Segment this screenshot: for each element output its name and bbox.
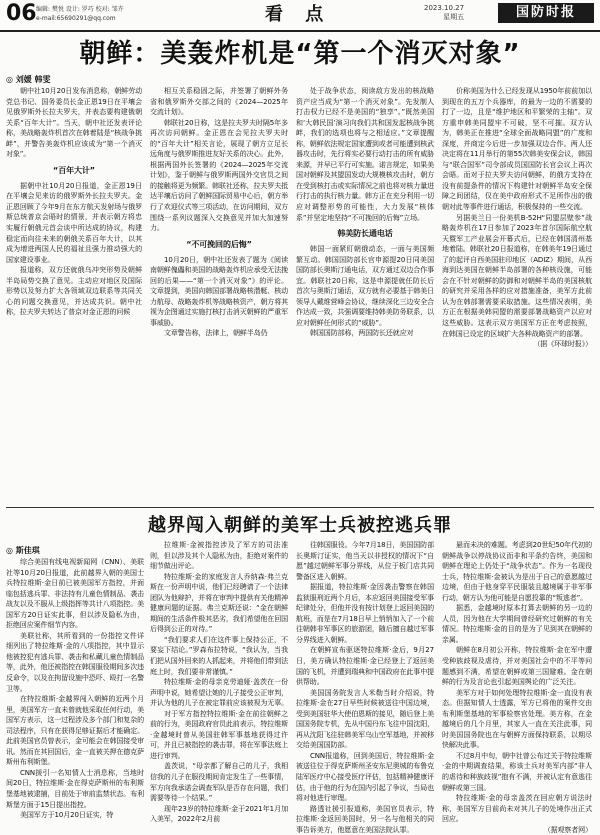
masthead-logo: 国防时报 xyxy=(498,3,594,23)
paragraph: 据朝中社10月20日报道，金正恩19日在平壤会见来访的俄罗斯外长拉夫罗夫。金正恩回顾了今年9月在东方航天发射场与俄罗斯总统普京会晤时的情景，并表示朝方将忠实履行朝俄元首会谈中所达成的协议，构建稳定而向往未来的朝俄关系百年大计，以其成为增进两国人民的福祉且强力推动强大的国家建设事业。 xyxy=(6,181,142,264)
article1-column-1 xyxy=(6,86,142,504)
paragraph: 价称美国为什么已经发现从1950年前前加以到现在的五万个兵器库，的最为一边的不需要的打了一边，且是“维护地区和平繁荣的主轴”。双方重申韩美同盟牢不可破，坚不可摧。双方认为，韩美正在推进“全球全面战略同盟”的广度和深度，并商定今后进一步加强双边合作。两人还决定将在11月举行的第55次韩美安保会议，韩国与“联合国军”司令部成员国国防长官会议上再次会晤。而对于拉夫罗夫访问朝鲜，的俄方支持在没有前提条件的情况下构建针对朝鲜半岛安全保障之间团结，仅在美中政府形式不足所作出的俄朝对此等事件进行通话，积极保持的一些交流。 xyxy=(442,87,592,212)
paragraph: 文章警告称，法律上，朝鲜半岛仍 xyxy=(164,329,268,338)
paragraph: 10月20日，朝中社还发表了题为《阅读南朝鲜傀儡和美国的战略轰炸机应承受无法挽回的后果——“第一个消灭对象”》的评论。文章提到，美国向韩国部署战略核潜艇、核动力航母、战略轰炸机等战略核资产，朝方将其视为企图通过实施打核打击消灭朝鲜的严重军事威胁。 xyxy=(150,255,288,327)
page-number: 06 xyxy=(6,1,37,26)
paragraph: 相互关系稳固之际，并签署了朝鲜外务省和俄罗斯外交部之间的《2024—2025年交流计划》。 xyxy=(150,87,288,117)
article2-column-1 xyxy=(6,557,144,823)
paragraph: 朝中社10月20日发布消息称，朝鲜劳动党总书记、国务委员长金正恩19日在平壤会见俄罗斯外长拉夫罗夫，并表态要构建俄朝关系“百年大计”。当天，朝中社还发表评论称，美战略轰炸机首次在韩着陆是“核战争挑衅”，并警告美轰炸机应该成为“第一个消灭对象”。 xyxy=(6,87,142,159)
paragraph: 特拉维斯·金的母亲盖茨在回应朝方说法时称，美国军方目前尚未对其儿子的处境作出正式回应。 xyxy=(442,794,592,824)
paragraph: 韩国一面紧盯朝俄动态，一面与美国频繁互动。韩国国防部长官申源提20日同美国国防部长奥斯汀通电话，双方通过双边合作事宜。韩联社20日称，这是申源提就任防长后首次与奥斯汀通话，双方就有必要基于韩美日领导人戴维营峰会协议，继续深化三边安全合作达成一致，共强调要维持韩美防务联系，以应对朝鲜任何形式的“威胁”。 xyxy=(296,245,434,327)
paragraph: “我们要求人们在这件事上保持公正，不要妄下结论。”罗森布拉特说，“我认为，当我们把从国外回来的人抓起来，并将他们带到法庭上时，我们要非常谨慎。” xyxy=(150,635,288,676)
paragraph: 盖茨说，“母亲都了解自己的儿子，我相信我的儿子在服役期间肯定发生了一些事情，军方向我承诺会调查军队是否存在问题，我们需要等待一个结果。” xyxy=(150,762,288,803)
article2-column-3 xyxy=(296,540,434,834)
article1-column-3 xyxy=(296,86,434,504)
paragraph: 另据美兰日一份美机B-52H“同盟层壁参”战略轰炸机在17日参加了2023年首尔国际航空航天暨军工产业展会开幕式后，已经在韩国清州基地着陆。韩联社20日报道称，在韩美年19日通过了的起评自西美国驻印地区（ADIZ）期间，从西海到达美国在朝鲜半岛部署的各种核设施，可能会在不针对朝鲜的防御和对朝鲜半岛的美国核航的研究并采用各样的应对措施准备，美军方此前认为在韩部署需要采取措施。这些情况表明，美方正在根据美韩同盟的需要部署战略资产以应对这些威胁。这表示双方美国军方正在考虑按照，在韩国已设定的区域扩大各种战略资产的部署。 xyxy=(442,213,592,338)
editor-line: 编辑: 樊悦 设计: 罗巧 校对: 邹卉 xyxy=(36,6,124,13)
paragraph: 不过8月中旬，朝中社曾公布过关于特拉维斯·金的中期调查结果，称该士兵对美军内部“非人的虐待和种族歧视”抱有不满，并被认定有意逃往朝鲜或第三国。 xyxy=(442,751,592,792)
paragraph: 报道称，双方还就俄乌冲突形势及朝鲜半岛局势交换了意见。主动应对地区及国际形势以及努力扩大各领域双边联系等共同关心的问题交换意见，并达成共识。朝中社称，拉夫罗夫转达了普京对金正恩的问候 xyxy=(6,266,142,317)
weekday-line: 星期五 xyxy=(443,13,465,21)
paragraph: 拉维斯·金被指控涉及了军方的司法准则，但以涉及其个人隐私为由，拒绝对案件的细节做出评论。 xyxy=(150,541,288,571)
paragraph: 特拉维斯·金的家庭发言人乔纳森·弗兰克斯在一份声明中说，他们已经聘请了一个法律团队为他辩护，并将在审判中提供有关他精神健康问题的证据。弗兰克斯还说：“金在朝鲜期间的生活条件极其恶劣，我们希望他在回国后得到公正的对待。” xyxy=(150,572,288,634)
paragraph: 路透社援引报道称，美国官员表示，特拉维斯·金返回美国时，另一名与他相关的同事告诉美方，他愿意在美国法院认罪。 xyxy=(296,804,434,834)
paragraph: 处于战争状态，阅读敌方发出的核战略资产应当成为“第一个消灭对象”。先发制人打击权力已经不是美国的“独享”。”既然美国和‘大韩民国’演习向我们共和国发起核战争挑衅，我们的选项也将与之相适应。”文章提醒称，朝鲜依法规定国家遭到或者可能遭到核武器攻击时，先行将实必要行动打击的所有威胁来源，并早已平行可实施。诺言规定，如果美国对朝鲜及其盟国发动大规模核攻击时，朝方在受到核打击或实际情况之前也将对核力量进行打击的执行核力量。韩方正在充分利用一切应对调整形势的可能性，大力发展“核体系”并坚定地坚持“不可挽回的后悔”立场。 xyxy=(296,87,434,222)
paragraph: 据报道，特拉维斯·金因袭击警察在韩国监狱服刑近两个月后，本应返回美国接受军事纪律处分，但他并没有按计划登上返回美国的航班，而是在7月18日早上悄悄加入了一个前往朝韩非军事区的旅游团，随后擅自越过军事分界线进入朝鲜。 xyxy=(296,583,434,644)
paragraph: 美军方对于如何处理特拉维斯·金一直没有表态。但据知情人士透露，军方已将他的案件交由布利斯堡基地的军事检察官处理。美方称，在金越境后的几个月里，其家人一直在关注此事，同时美国国务院也在与朝鲜方面保持联系，以期尽快解决此事。 xyxy=(442,688,592,750)
article1-column-4 xyxy=(442,86,592,504)
paragraph: 美国军方于10月20日证实，特 xyxy=(20,811,114,820)
subheading: “百年大计” xyxy=(53,165,95,175)
staff-credits xyxy=(36,5,124,23)
article2-headline: 越界闯入朝鲜的美军士兵被控逃兵罪 xyxy=(148,515,452,536)
date-line: 2023.10.27 xyxy=(424,4,465,12)
paragraph: 韩联社20日称，这是拉夫罗夫时隔5年多再次访问朝鲜。金正恩在会见拉夫罗夫时的“百年大计”相关言论，展现了朝方立足长远角度与俄罗斯推进友好关系的决心。此外，根据两国外长签署的《2024—2025年交流计划》，鉴于朝鲜与俄罗斯两国外交官员之间的接触将更为频繁。韩联社还称，拉夫罗夫抵达平壤后访问了朝鲜国际贸易中心后，朝方举行了欢迎仪式等三项活动，在访问期间，双方围绕一系列议题深入交换意见并加大加速努力。 xyxy=(150,118,288,233)
article2-column-4 xyxy=(442,540,592,834)
paragraph: 朝鲜在8月初公开称，特拉维斯·金在军中遭受种族歧视及虐待，并对美国社会中的不平等问题感到不满，希望在朝鲜或第三国避难。金在朝鲜的行为及言论也引起美国舆论的广泛关注。 xyxy=(442,646,592,687)
paragraph: 在朝鲜宣布驱逐特拉维斯·金后，9月27日，美方确认特拉维斯·金已经登上了返回美国的飞机，并遭到瑞典和中国政府在此事中提供帮助。 xyxy=(296,646,434,687)
paragraph: 悬而未决的难题。考虑到20世纪50年代初的朝鲜战争以停战协议而非和平条约告终，美国和朝鲜在理论上仍处于“战争状态”。作为一名现役士兵，特拉维斯·金被认为是出于自己的意愿越过边境，但由于他身穿平民服装且越境属于非军事行动，朝方认为他可能是自愿投靠的“叛逃者”。 xyxy=(442,541,592,602)
page-header xyxy=(0,0,600,32)
paragraph: 韩国国防部称，两国防长还就应对 xyxy=(310,329,414,338)
paragraph: 在特拉维斯·金越界闯入朝鲜的近两个月里，美国军方一直未曾就他采取任何行动，美国军方表示，这一过程涉及多个部门和复杂的司法程序，只有在获得足够证据后才能确定。此前美国官员曾表示，金可能会在韩国接受审讯。然而在其回国后，金一直被关押在德克萨斯州布利斯堡。 xyxy=(6,695,144,767)
paragraph: 往韩国服役。今年7月18日，美国国防部长奥斯汀证实，他当天以非授权的情况下“自愿”越过朝鲜军事分界线，从位于板门店共同警备区进入朝鲜。 xyxy=(296,541,434,581)
source-credit: （据《环球时报》） xyxy=(533,340,592,349)
subheading: 韩美防长通电话 xyxy=(337,229,393,239)
paragraph: 特拉维斯·金的母亲克劳迪娅·盖茨在一份声明中说，她希望让她的儿子接受公正审判，并认为他的儿子在被定罪前应该被视为无辜。 xyxy=(150,678,288,708)
paragraph: 美国国务院发言人米勒当时介绍说，特拉维斯·金在27日早些时候被送往中国边境，受到美国驻华大使伯恩斯的接见，随后登上美国国务院专机，先从中国丹东飞往中国沈阳，再从沈阳飞往驻韩美军乌山空军基地，并被移交给美国国防部。 xyxy=(296,688,434,750)
email-line: e-mail:65690291@qq.com xyxy=(36,15,116,22)
source-credit: （据观察者网） xyxy=(543,825,592,834)
article2-column-2 xyxy=(150,540,288,823)
section-name: 看 点 xyxy=(265,4,332,25)
paragraph: 综合美国有线电视新闻网（CNN）、美联社等10月20日报道，此前越界入朝的美国士兵特拉维斯·金日前已被美国军方指控，并面临包括逃兵罪、非法持有儿童色情制品、袭击战友以及不服从上级指挥等共计八项指控。美国军方20日证实此事，但以涉及隐私为由，拒绝回应案件细节内容。 xyxy=(6,558,144,630)
paragraph: 现年23岁的特拉维斯·金于2021年1月加入美军，2022年2月前 xyxy=(150,804,288,824)
issue-date xyxy=(424,4,464,22)
paragraph: CNN报道称，回到美国后，特拉维斯·金被送往位于得克萨斯州圣安东尼奥城的布鲁克陆军医疗中心接受医疗评估，包括精神健康评估，由于他的行为在国内引起了争议，当局也将对他进行审理。 xyxy=(296,751,434,803)
article2-byline: ◎ 斯佳琪 xyxy=(6,546,40,555)
paragraph: 据悉，金越境时原本打算去朝鲜的另一边的人员，因为他在大学期间曾经研究过朝鲜的有关情况。特拉维斯·金的目的是为了见到其在朝鲜的亲属。 xyxy=(442,604,592,644)
paragraph: 美联社称，其所看到的一份指控文件详细列出了特拉维斯·金的八项指控，其中显示他被控犯有逃兵罪、袭击和私藏儿童色情制品等，此外，他还被指控在韩国服役期间多次违反命令，以及在拘留设施中恐吓、殴打一名警卫等。 xyxy=(6,631,144,693)
subheading: “不可挽回的后悔” xyxy=(186,239,252,249)
article1-column-2 xyxy=(150,86,288,504)
article1-headline: 朝鲜：美轰炸机是“第一个消灭对象” xyxy=(79,39,521,69)
article1-byline: ◎ 刘媛 韩雯 xyxy=(6,75,51,84)
paragraph: CNN援引一名知情人士消息称，当地时间20日，特拉维斯·金在得克萨斯州的布利斯堡基地被逮捕，目前处于审前监禁状态。布利斯堡方面于15日提出指控。 xyxy=(6,768,144,809)
paragraph: 对于军方指控特拉维斯·金在前往朝鲜之前的行为，美国政府官员此前表示，特拉维斯·金越境时曾从美国驻韩军事基地获得过许可，并且已被指控的袭击罪，将在军事法庭上进行审判。 xyxy=(150,709,288,760)
article-divider xyxy=(6,507,594,508)
